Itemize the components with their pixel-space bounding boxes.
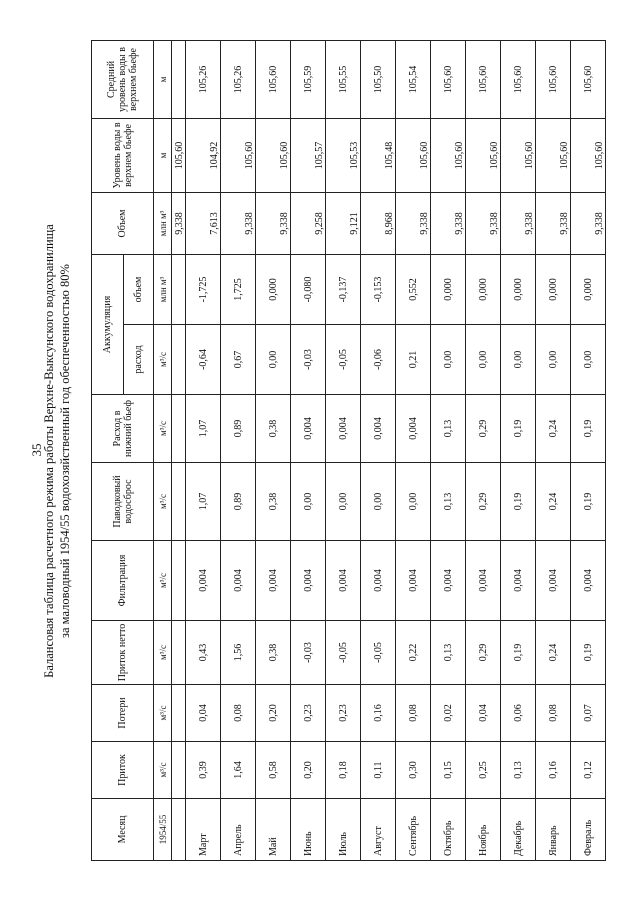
cell-filtration: 0,004	[361, 541, 396, 621]
cell-filtration: 0,004	[396, 541, 431, 621]
cell-inflow: 0,20	[291, 742, 326, 799]
cell-net-inflow: -0,05	[326, 621, 361, 685]
cell-avg-level: 105,60	[256, 40, 291, 118]
empty-cell	[172, 463, 186, 541]
table-row	[291, 40, 326, 860]
header-accumulation: Аккумуляция	[92, 254, 124, 394]
cell-acc-volume: 0,000	[431, 254, 466, 324]
cell-inflow: 0,16	[536, 742, 571, 799]
header-losses: Потери	[92, 685, 154, 742]
cell-flood-spill: 0,24	[536, 463, 571, 541]
empty-cell	[172, 254, 186, 324]
table-row	[501, 40, 536, 860]
cell-upstream-level: 105,53	[326, 118, 361, 192]
cell-inflow: 0,58	[256, 742, 291, 799]
cell-net-inflow: 0,19	[571, 621, 606, 685]
cell-acc-flow: 0,67	[221, 325, 256, 395]
cell-tailwater-flow: 0,89	[221, 395, 256, 463]
table-row	[466, 40, 501, 860]
cell-filtration: 0,004	[501, 541, 536, 621]
cell-acc-flow: 0,00	[256, 325, 291, 395]
cell-tailwater-flow: 0,19	[571, 395, 606, 463]
cell-inflow: 0,30	[396, 742, 431, 799]
unit-losses: м³/с	[154, 685, 172, 742]
table-row-start	[172, 40, 186, 860]
unit-inflow: м³/с	[154, 742, 172, 799]
unit-net-inflow: м³/с	[154, 621, 172, 685]
cell-volume: 9,338	[466, 192, 501, 254]
table-row	[326, 40, 361, 860]
table-row	[186, 40, 221, 860]
unit-tailwater-flow: м³/с	[154, 395, 172, 463]
cell-month: Апрель	[221, 799, 256, 861]
table-row	[431, 40, 466, 860]
cell-acc-volume: 0,000	[466, 254, 501, 324]
title-line-2: за маловодный 1954/55 водохозяйственный год обеспеченностью 80%	[58, 264, 72, 638]
cell-acc-volume: 0,000	[536, 254, 571, 324]
page-number: 35	[29, 443, 44, 457]
cell-upstream-level: 105,57	[291, 118, 326, 192]
cell-tailwater-flow: 0,004	[326, 395, 361, 463]
table-row	[396, 40, 431, 860]
header-flood-spill: Паводковый водосброс	[92, 463, 154, 541]
cell-tailwater-flow: 0,004	[291, 395, 326, 463]
cell-losses: 0,04	[186, 685, 221, 742]
cell-losses: 0,20	[256, 685, 291, 742]
header-net-inflow: Приток нетто	[92, 621, 154, 685]
cell-upstream-level: 105,48	[361, 118, 396, 192]
cell-acc-flow: 0,21	[396, 325, 431, 395]
balance-table	[91, 40, 606, 861]
cell-losses: 0,08	[221, 685, 256, 742]
cell-filtration: 0,004	[466, 541, 501, 621]
balance-table-wrap	[91, 41, 605, 861]
cell-volume: 8,968	[361, 192, 396, 254]
cell-losses: 0,23	[326, 685, 361, 742]
cell-inflow: 1,64	[221, 742, 256, 799]
cell-flood-spill: 0,89	[221, 463, 256, 541]
unit-volume: млн м³	[154, 192, 172, 254]
cell-net-inflow: 0,24	[536, 621, 571, 685]
cell-inflow: 0,25	[466, 742, 501, 799]
cell-upstream-level: 105,60	[221, 118, 256, 192]
cell-flood-spill: 0,38	[256, 463, 291, 541]
cell-avg-level: 105,26	[221, 40, 256, 118]
empty-cell	[172, 621, 186, 685]
cell-month: Октябрь	[431, 799, 466, 861]
cell-filtration: 0,004	[186, 541, 221, 621]
cell-tailwater-flow: 0,13	[431, 395, 466, 463]
cell-tailwater-flow: 0,29	[466, 395, 501, 463]
cell-filtration: 0,004	[571, 541, 606, 621]
header-tailwater-flow: Расход в нижний бьеф	[92, 395, 154, 463]
table-row	[361, 40, 396, 860]
cell-flood-spill: 0,00	[361, 463, 396, 541]
cell-losses: 0,02	[431, 685, 466, 742]
document-title	[41, 41, 87, 861]
cell-filtration: 0,004	[221, 541, 256, 621]
cell-filtration: 0,004	[536, 541, 571, 621]
cell-upstream-level: 105,60	[396, 118, 431, 192]
cell-losses: 0,16	[361, 685, 396, 742]
cell-filtration: 0,004	[326, 541, 361, 621]
cell-upstream-level: 105,60	[431, 118, 466, 192]
cell-month: Сентябрь	[396, 799, 431, 861]
cell-net-inflow: 0,29	[466, 621, 501, 685]
header-volume: Объем	[92, 192, 154, 254]
cell-upstream-level: 105,60	[536, 118, 571, 192]
cell-volume: 9,338	[221, 192, 256, 254]
title-line-1: Балансовая таблица расчетного режима работы Верхне-Выксунского водохранилища	[42, 224, 56, 678]
cell-upstream-level: 105,60	[466, 118, 501, 192]
cell-month: Июль	[326, 799, 361, 861]
empty-cell	[172, 685, 186, 742]
cell-net-inflow: 0,13	[431, 621, 466, 685]
cell-tailwater-flow: 0,38	[256, 395, 291, 463]
header-month: Месяц	[92, 799, 154, 861]
cell-net-inflow: 0,38	[256, 621, 291, 685]
cell-acc-flow: 0,00	[466, 325, 501, 395]
cell-acc-flow: 0,00	[501, 325, 536, 395]
empty-cell	[172, 395, 186, 463]
empty-cell	[172, 742, 186, 799]
cell-acc-volume: 0,000	[256, 254, 291, 324]
unit-flood-spill: м³/с	[154, 463, 172, 541]
cell-inflow: 0,39	[186, 742, 221, 799]
cell-losses: 0,08	[396, 685, 431, 742]
cell-flood-spill: 0,19	[571, 463, 606, 541]
unit-year: 1954/55	[154, 799, 172, 861]
cell-acc-volume: -0,080	[291, 254, 326, 324]
cell-net-inflow: -0,05	[361, 621, 396, 685]
cell-inflow: 0,11	[361, 742, 396, 799]
cell-flood-spill: 0,00	[291, 463, 326, 541]
cell-month: Декабрь	[501, 799, 536, 861]
unit-acc-flow: м³/с	[154, 325, 172, 395]
unit-acc-volume: млн м³	[154, 254, 172, 324]
cell-losses: 0,06	[501, 685, 536, 742]
table-row	[536, 40, 571, 860]
cell-month: Март	[186, 799, 221, 861]
cell-acc-flow: -0,03	[291, 325, 326, 395]
cell-net-inflow: 0,22	[396, 621, 431, 685]
rotated-sheet	[41, 41, 605, 861]
unit-upstream-level: м	[154, 118, 172, 192]
cell-volume: 9,338	[536, 192, 571, 254]
table-row	[221, 40, 256, 860]
header-filtration: Фильтрация	[92, 541, 154, 621]
cell-avg-level: 105,59	[291, 40, 326, 118]
cell-losses: 0,07	[571, 685, 606, 742]
empty-cell	[172, 325, 186, 395]
cell-volume: 7,613	[186, 192, 221, 254]
cell-month: Февраль	[571, 799, 606, 861]
cell-avg-level: 105,55	[326, 40, 361, 118]
cell-avg-level: 105,54	[396, 40, 431, 118]
cell-avg-level: 105,50	[361, 40, 396, 118]
cell-volume: 9,338	[501, 192, 536, 254]
cell-acc-volume: 0,000	[571, 254, 606, 324]
cell-volume: 9,338	[172, 192, 186, 254]
cell-volume: 9,338	[256, 192, 291, 254]
cell-filtration: 0,004	[291, 541, 326, 621]
cell-tailwater-flow: 1,07	[186, 395, 221, 463]
cell-avg-level: 105,60	[431, 40, 466, 118]
header-inflow: Приток	[92, 742, 154, 799]
table-row	[571, 40, 606, 860]
empty-cell	[172, 40, 186, 118]
empty-cell	[172, 541, 186, 621]
cell-upstream-level: 105,60	[256, 118, 291, 192]
cell-volume: 9,258	[291, 192, 326, 254]
header-upstream-level: Уровень воды в верхнем бьефе	[92, 118, 154, 192]
cell-acc-flow: -0,64	[186, 325, 221, 395]
cell-acc-volume: 1,725	[221, 254, 256, 324]
header-avg-level: Средний уровень воды в верхнем бьефе	[92, 40, 154, 118]
cell-tailwater-flow: 0,004	[396, 395, 431, 463]
cell-volume: 9,121	[326, 192, 361, 254]
cell-acc-volume: -0,137	[326, 254, 361, 324]
cell-acc-volume: -1,725	[186, 254, 221, 324]
cell-flood-spill: 0,19	[501, 463, 536, 541]
header-acc-flow: расход	[124, 325, 154, 395]
cell-inflow: 0,18	[326, 742, 361, 799]
cell-acc-volume: -0,153	[361, 254, 396, 324]
cell-month: Ноябрь	[466, 799, 501, 861]
cell-acc-flow: -0,05	[326, 325, 361, 395]
cell-filtration: 0,004	[256, 541, 291, 621]
empty-cell	[172, 799, 186, 861]
unit-filtration: м³/с	[154, 541, 172, 621]
cell-acc-volume: 0,000	[501, 254, 536, 324]
cell-month: Май	[256, 799, 291, 861]
cell-inflow: 0,12	[571, 742, 606, 799]
cell-acc-flow: 0,00	[536, 325, 571, 395]
cell-flood-spill: 0,00	[396, 463, 431, 541]
cell-acc-flow: 0,00	[431, 325, 466, 395]
cell-tailwater-flow: 0,004	[361, 395, 396, 463]
cell-flood-spill: 1,07	[186, 463, 221, 541]
cell-acc-flow: -0,06	[361, 325, 396, 395]
cell-filtration: 0,004	[431, 541, 466, 621]
cell-avg-level: 105,60	[466, 40, 501, 118]
cell-tailwater-flow: 0,19	[501, 395, 536, 463]
cell-avg-level: 105,60	[571, 40, 606, 118]
table-row	[256, 40, 291, 860]
cell-volume: 9,338	[571, 192, 606, 254]
unit-avg-level: м	[154, 40, 172, 118]
cell-avg-level: 105,26	[186, 40, 221, 118]
cell-month: Июнь	[291, 799, 326, 861]
cell-avg-level: 105,60	[536, 40, 571, 118]
cell-net-inflow: -0,03	[291, 621, 326, 685]
cell-flood-spill: 0,29	[466, 463, 501, 541]
cell-upstream-level: 105,60	[501, 118, 536, 192]
cell-net-inflow: 1,56	[221, 621, 256, 685]
cell-upstream-level: 105,60	[571, 118, 606, 192]
cell-losses: 0,04	[466, 685, 501, 742]
cell-acc-volume: 0,552	[396, 254, 431, 324]
cell-acc-flow: 0,00	[571, 325, 606, 395]
cell-volume: 9,338	[396, 192, 431, 254]
cell-inflow: 0,13	[501, 742, 536, 799]
cell-upstream-level: 105,60	[172, 118, 186, 192]
cell-month: Январь	[536, 799, 571, 861]
cell-avg-level: 105,60	[501, 40, 536, 118]
cell-losses: 0,23	[291, 685, 326, 742]
cell-net-inflow: 0,43	[186, 621, 221, 685]
cell-inflow: 0,15	[431, 742, 466, 799]
cell-upstream-level: 104,92	[186, 118, 221, 192]
cell-losses: 0,08	[536, 685, 571, 742]
cell-flood-spill: 0,13	[431, 463, 466, 541]
cell-volume: 9,338	[431, 192, 466, 254]
cell-tailwater-flow: 0,24	[536, 395, 571, 463]
header-acc-volume: объем	[124, 254, 154, 324]
cell-flood-spill: 0,00	[326, 463, 361, 541]
cell-month: Август	[361, 799, 396, 861]
cell-net-inflow: 0,19	[501, 621, 536, 685]
